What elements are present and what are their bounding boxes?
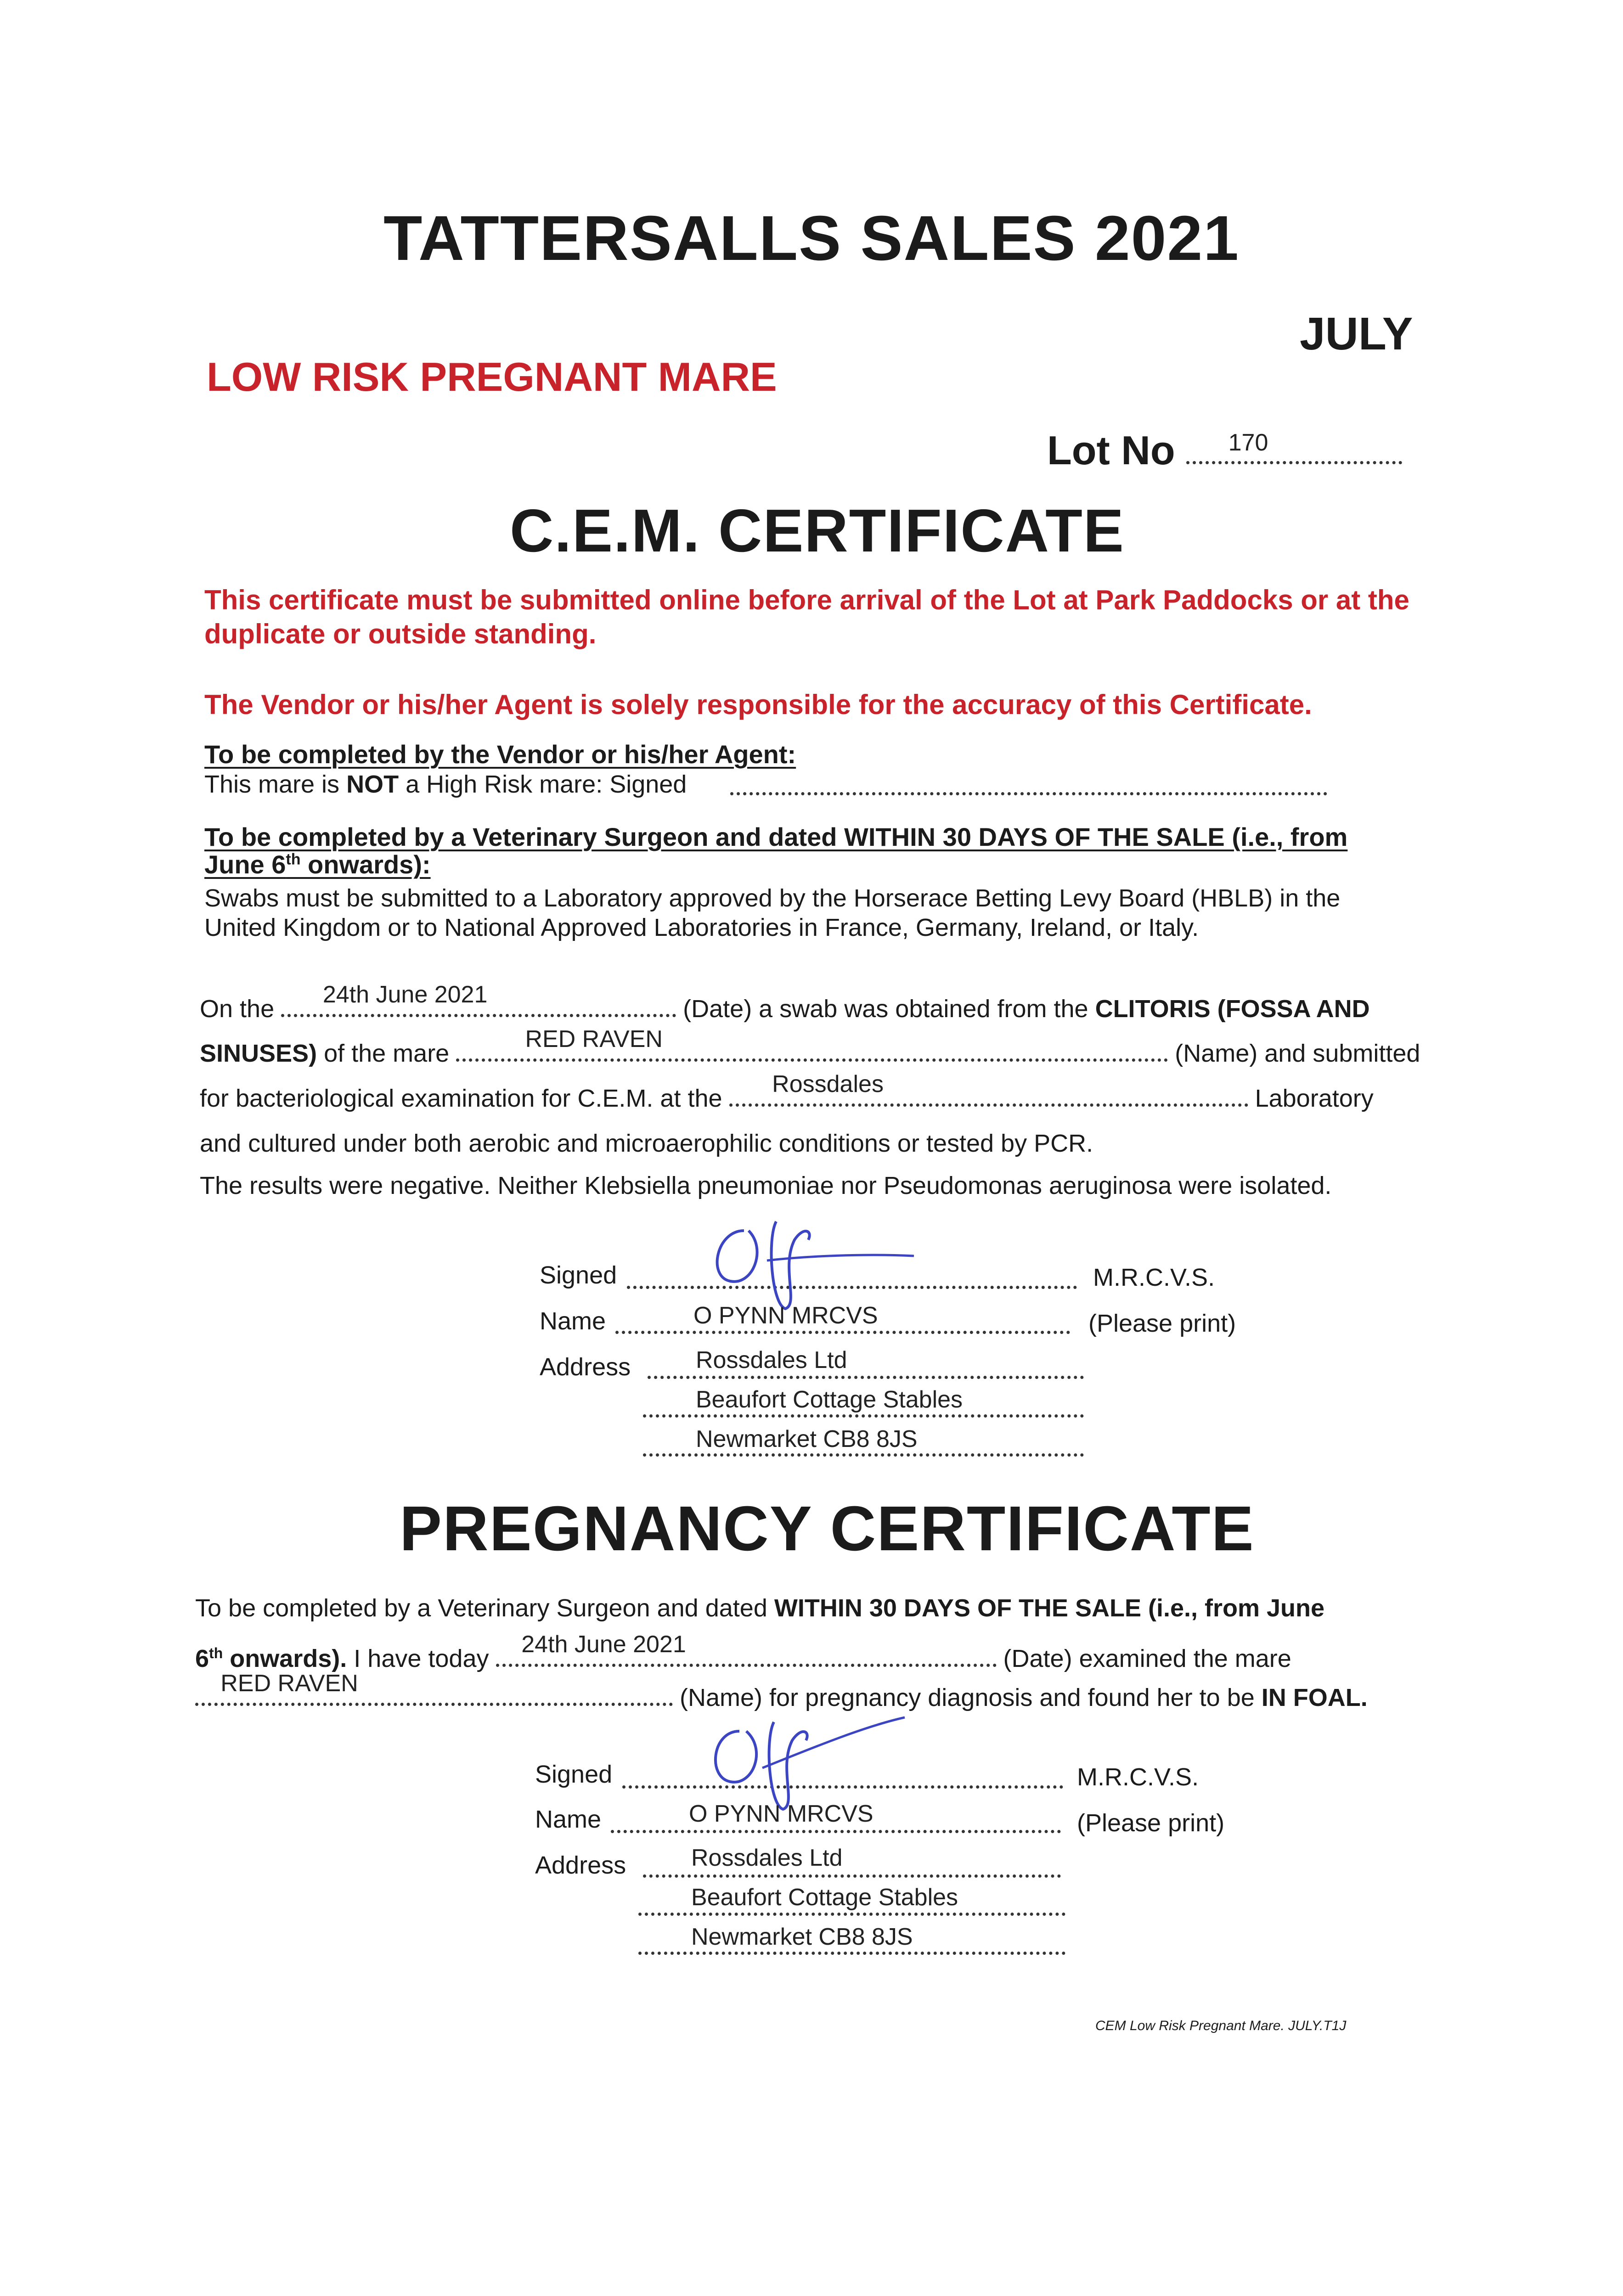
vet-heading-line-2	[204, 850, 431, 879]
preg-address-line-3	[638, 1952, 1065, 1955]
pregnancy-mare-value: RED RAVEN	[220, 1670, 358, 1697]
swab-line-date	[200, 981, 1370, 1024]
on-the-label: On the	[200, 995, 275, 1023]
in-foal-label: IN FOAL.	[1261, 1684, 1368, 1711]
cem-notice-submit: This certificate must be submitted online before arrival of the Lot at Park Paddocks or at the duplicate or outside standing.	[204, 585, 1409, 649]
risk-label: LOW RISK PREGNANT MARE	[207, 354, 777, 400]
pregnancy-sixth: 6	[195, 1645, 209, 1672]
pregnancy-line-2	[195, 1631, 1291, 1673]
cem-title: C.E.M. CERTIFICATE	[510, 497, 1125, 564]
exam-date-field	[496, 1631, 997, 1667]
sinuses-label: SINUSES)	[200, 1040, 317, 1067]
vendor-line-prefix: This mare is	[204, 771, 347, 798]
preg-please-print: (Please print)	[1077, 1809, 1225, 1837]
pregnancy-mare-field	[195, 1670, 673, 1706]
cem-mrcvs-label: M.R.C.V.S.	[1093, 1264, 1215, 1291]
sale-title: TATTERSALLS SALES 2021	[383, 203, 1240, 274]
pregnancy-line-1	[195, 1593, 1324, 1623]
pregnancy-sup: th	[209, 1645, 223, 1661]
vendor-heading: To be completed by the Vendor or his/her Agent:	[204, 740, 796, 769]
have-today-label: I have today	[347, 1645, 489, 1672]
mare-name-value: RED RAVEN	[525, 1026, 663, 1052]
pregnancy-onwards: onwards).	[223, 1645, 347, 1672]
cem-address-line-1	[648, 1376, 1084, 1379]
preg-address-line-1	[643, 1874, 1061, 1878]
preg-address-label: Address	[535, 1851, 626, 1879]
sale-month: JULY	[1300, 308, 1413, 360]
cem-name-line	[615, 1331, 1070, 1334]
preg-address-3: Newmarket CB8 8JS	[691, 1924, 913, 1950]
results-text: The results were negative. Neither Klebsiella pneumoniae nor Pseudomonas aeruginosa were isolated.	[200, 1172, 1332, 1199]
vendor-line-not: NOT	[346, 771, 399, 798]
cem-name-label: Name	[540, 1307, 606, 1335]
cem-address-1: Rossdales Ltd	[696, 1347, 847, 1373]
preg-name-line	[611, 1830, 1061, 1833]
preg-address-2: Beaufort Cottage Stables	[691, 1884, 958, 1911]
cem-please-print: (Please print)	[1088, 1310, 1236, 1337]
vendor-declaration	[204, 770, 687, 799]
vendor-signature-line	[730, 792, 1327, 795]
preg-address-line-2	[638, 1913, 1065, 1916]
lab-name-value: Rossdales	[772, 1071, 884, 1097]
cem-address-line-3	[643, 1453, 1084, 1457]
cem-vet-name: O PYNN MRCVS	[693, 1302, 878, 1329]
preg-name-label: Name	[535, 1806, 602, 1833]
swab-line-mare	[200, 1026, 1420, 1068]
vet-heading-onwards: onwards):	[300, 850, 431, 879]
footer-code: CEM Low Risk Pregnant Mare. JULY.T1J	[1095, 2018, 1347, 2033]
cem-signed-label: Signed	[540, 1261, 617, 1289]
cem-address-line-2	[643, 1414, 1084, 1418]
swab-date-suffix: (Date) a swab was obtained from the	[683, 995, 1095, 1023]
swabs-text-2: United Kingdom or to National Approved Laboratories in France, Germany, Ireland, or Italy.	[204, 914, 1199, 941]
pregnancy-diagnosis-text: (Name) for pregnancy diagnosis and found her to be	[680, 1684, 1262, 1711]
pregnancy-within-30-days: WITHIN 30 DAYS OF THE SALE (i.e., from June	[774, 1594, 1325, 1622]
pregnancy-title: PREGNANCY CERTIFICATE	[400, 1493, 1255, 1564]
clitoris-label: CLITORIS (FOSSA AND	[1095, 995, 1370, 1023]
preg-address-1: Rossdales Ltd	[691, 1845, 843, 1871]
swab-date-value: 24th June 2021	[322, 981, 488, 1008]
name-submitted-label: (Name) and submitted	[1175, 1040, 1420, 1067]
vet-heading-sup: th	[286, 850, 301, 868]
lot-number-line	[1047, 427, 1402, 474]
cem-address-3: Newmarket CB8 8JS	[696, 1426, 918, 1452]
of-the-mare-label: of the mare	[317, 1040, 450, 1067]
preg-mrcvs-label: M.R.C.V.S.	[1077, 1763, 1199, 1791]
swab-line-lab	[200, 1071, 1374, 1113]
vendor-line-signed: a High Risk mare: Signed	[399, 771, 687, 798]
cultured-text: and cultured under both aerobic and microaerophilic conditions or tested by PCR.	[200, 1130, 1093, 1157]
cem-address-2: Beaufort Cottage Stables	[696, 1386, 963, 1413]
lot-number-field	[1186, 429, 1402, 464]
preg-vet-name: O PYNN MRCVS	[689, 1801, 873, 1827]
swab-date-field	[281, 981, 676, 1017]
lot-number-value: 170	[1228, 429, 1268, 456]
lot-label: Lot No	[1047, 428, 1175, 473]
vet-heading-line-1: To be completed by a Veterinary Surgeon and dated WITHIN 30 DAYS OF THE SALE (i.e., from	[204, 822, 1348, 851]
vet-heading-june: June 6	[204, 850, 286, 879]
preg-signed-label: Signed	[535, 1761, 613, 1788]
date-examined-label: (Date) examined the mare	[1003, 1645, 1291, 1672]
laboratory-label: Laboratory	[1255, 1085, 1374, 1112]
lab-name-field	[729, 1071, 1248, 1107]
cem-address-label: Address	[540, 1353, 631, 1381]
exam-date-value: 24th June 2021	[521, 1631, 686, 1658]
mare-name-field	[456, 1026, 1168, 1062]
cem-notice-responsibility: The Vendor or his/her Agent is solely responsible for the accuracy of this Certificate.	[204, 689, 1312, 720]
bacteriological-text: for bacteriological examination for C.E.M. at the	[200, 1085, 722, 1112]
pregnancy-line-1-text: To be completed by a Veterinary Surgeon and dated	[195, 1594, 774, 1622]
swabs-text-1: Swabs must be submitted to a Laboratory approved by the Horserace Betting Levy Board (HBLB) in the	[204, 884, 1341, 912]
